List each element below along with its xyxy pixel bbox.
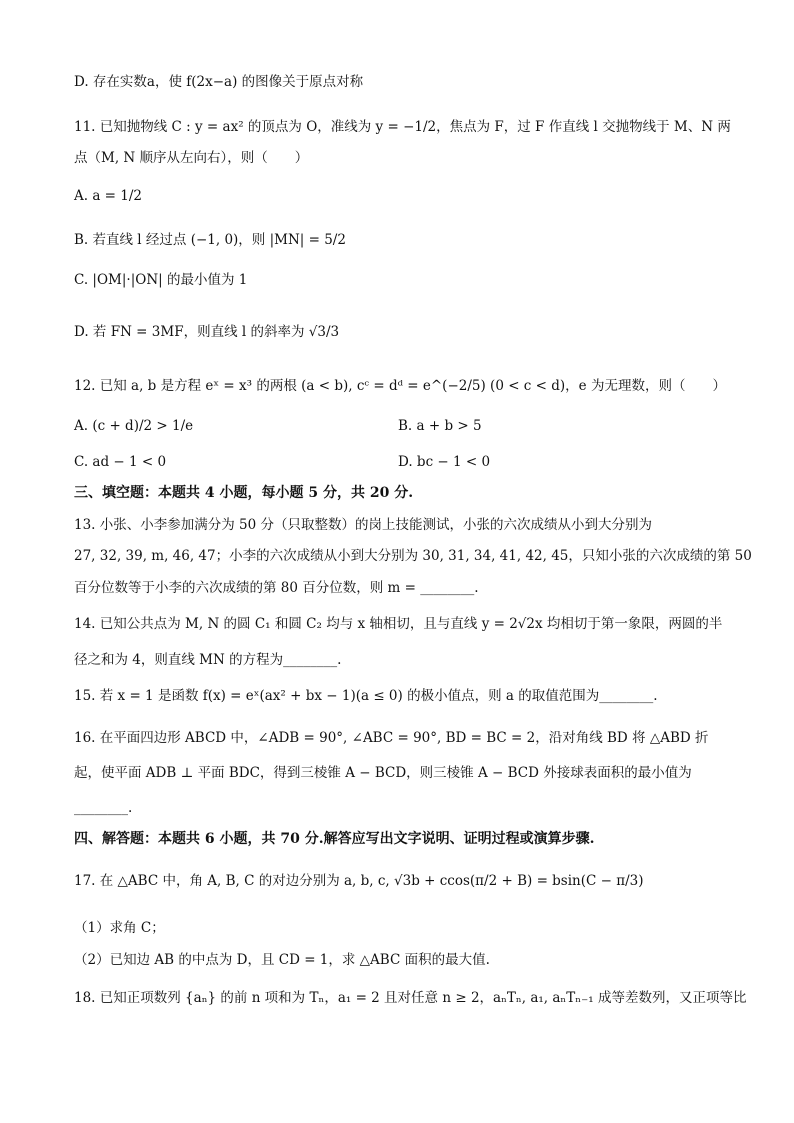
q17-stem: 17. 在 △ABC 中，角 A, B, C 的对边分别为 a, b, c, √3b + ccos(π/2 + B) = bsin(C − π/3)	[74, 873, 644, 889]
q11-option-b: B. 若直线 l 经过点 (−1, 0)，则 |MN| = 5/2	[74, 232, 346, 248]
q13-line3: 百分位数等于小李的六次成绩的第 80 百分位数，则 m = ________.	[74, 580, 479, 596]
q18-line1: 18. 已知正项数列 {aₙ} 的前 n 项和为 Tₙ，a₁ = 2 且对任意 n ≥ 2，aₙTₙ, a₁, aₙTₙ₋₁ 成等差数列，又正项等比	[74, 990, 747, 1006]
section-3-heading: 三、填空题：本题共 4 小题，每小题 5 分，共 20 分.	[74, 485, 414, 501]
q13-line2: 27, 32, 39, m, 46, 47；小李的六次成绩从小到大分别为 30, 31, 34, 41, 42, 45，只知小张的六次成绩的第 50	[74, 548, 752, 564]
q16-line2: 起，使平面 ADB ⊥ 平面 BDC，得到三棱锥 A − BCD，则三棱锥 A − BCD 外接球表面积的最小值为	[74, 765, 692, 781]
q12-option-b: B. a + b > 5	[398, 418, 482, 434]
q16-line3: ________.	[74, 800, 133, 816]
q12-option-c: C. ad − 1 < 0	[74, 454, 167, 470]
q11-stem-line1: 11. 已知抛物线 C : y = ax² 的顶点为 O，准线为 y = −1/2，焦点为 F，过 F 作直线 l 交抛物线于 M、N 两	[74, 119, 731, 135]
q17-part2: （2）已知边 AB 的中点为 D，且 CD = 1，求 △ABC 面积的最大值.	[74, 952, 490, 968]
section-4-heading: 四、解答题：本题共 6 小题，共 70 分.解答应写出文字说明、证明过程或演算步骤.	[74, 831, 595, 847]
q12-option-d: D. bc − 1 < 0	[398, 454, 491, 470]
q14-line2: 径之和为 4，则直线 MN 的方程为________.	[74, 652, 342, 668]
q11-option-c: C. |OM|·|ON| 的最小值为 1	[74, 272, 248, 288]
q11-stem-line2: 点（M, N 顺序从左向右），则（ ）	[74, 150, 309, 166]
q12-stem: 12. 已知 a, b 是方程 eˣ = x³ 的两根 (a < b), cᶜ = dᵈ = e^(−2/5) (0 < c < d)，e 为无理数，则（ ）	[74, 378, 726, 394]
q11-option-d: D. 若 FN = 3MF，则直线 l 的斜率为 √3/3	[74, 324, 340, 340]
q15-line1: 15. 若 x = 1 是函数 f(x) = eˣ(ax² + bx − 1)(a ≤ 0) 的极小值点，则 a 的取值范围为________.	[74, 688, 658, 704]
q16-line1: 16. 在平面四边形 ABCD 中，∠ADB = 90°, ∠ABC = 90°, BD = BC = 2，沿对角线 BD 将 △ABD 折	[74, 730, 709, 746]
q11-option-a: A. a = 1/2	[74, 188, 143, 204]
q10-option-d: D. 存在实数a，使 f(2x−a) 的图像关于原点对称	[74, 74, 364, 90]
q17-part1: （1）求角 C；	[74, 920, 165, 936]
q12-option-a: A. (c + d)/2 > 1/e	[74, 418, 194, 434]
q14-line1: 14. 已知公共点为 M, N 的圆 C₁ 和圆 C₂ 均与 x 轴相切，且与直线 y = 2√2x 均相切于第一象限，两圆的半	[74, 616, 723, 632]
q13-line1: 13. 小张、小李参加满分为 50 分（只取整数）的岗上技能测试，小张的六次成绩从小到大分别为	[74, 517, 653, 533]
